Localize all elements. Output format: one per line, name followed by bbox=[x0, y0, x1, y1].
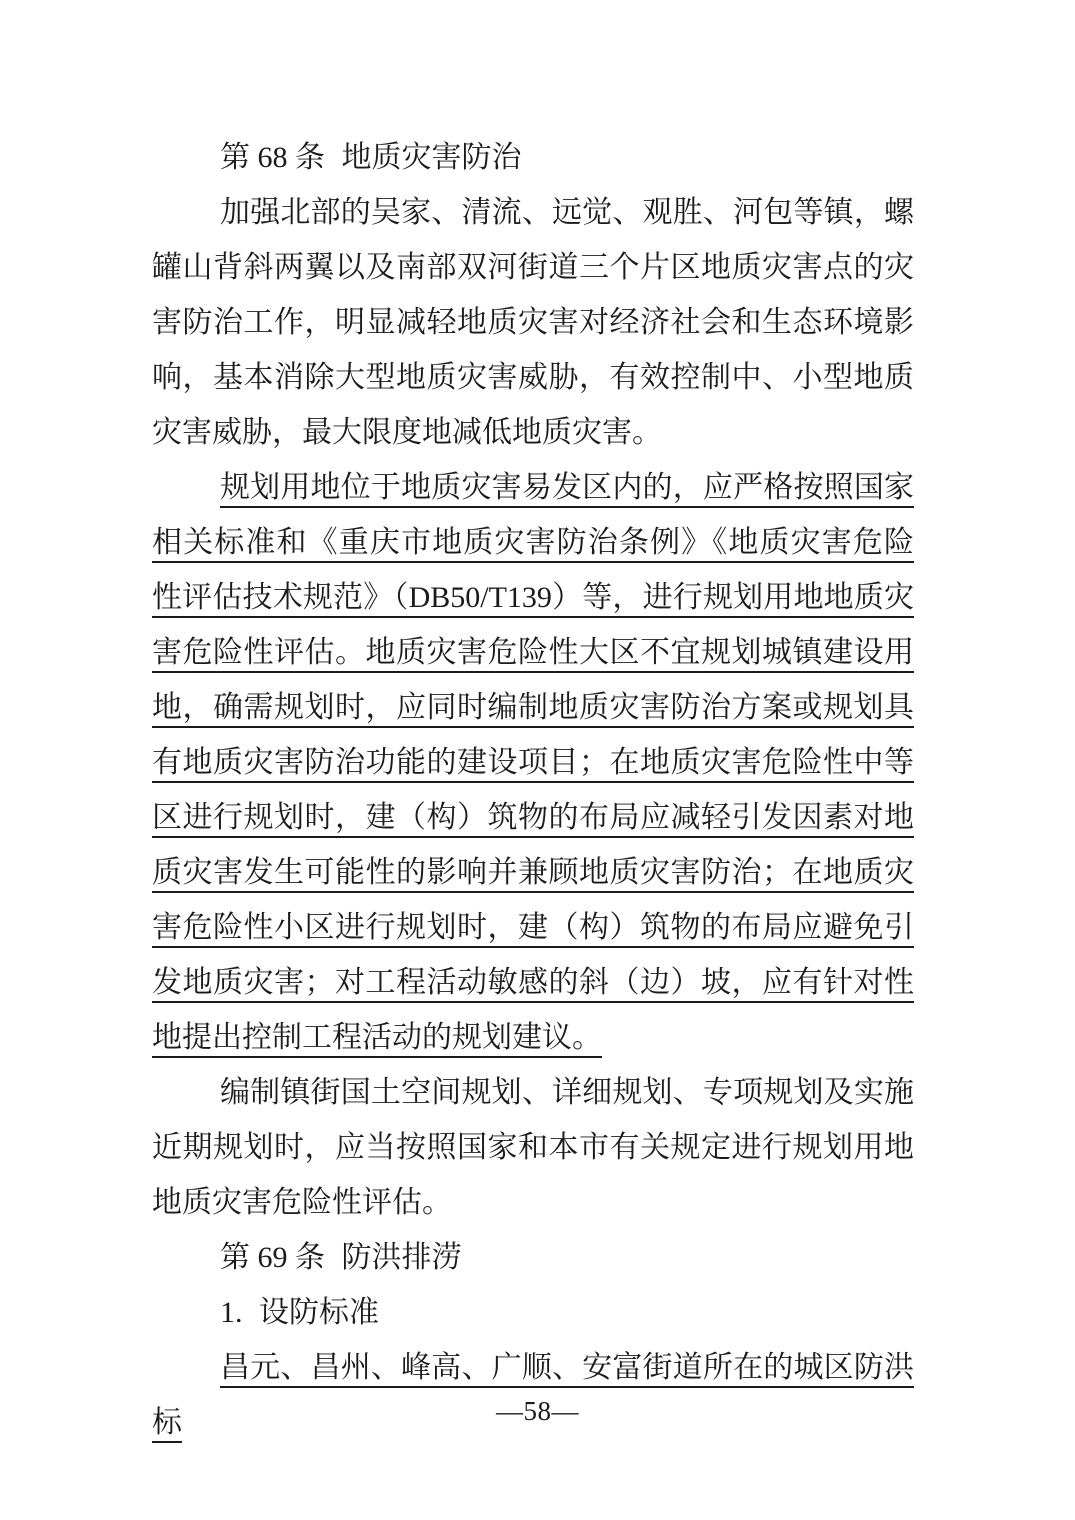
paragraph-geo-disaster-goals: 加强北部的吴家、清流、远觉、观胜、河包等镇，螺罐山背斜两翼以及南部双河街道三个片区地质灾害点的灾害防治工作，明显减轻地质灾害对经济社会和生态环境影响，基本消除大型地质灾害威胁，有效控制中、小型地质灾害威胁，最大限度地减低地质灾害。 bbox=[152, 196, 914, 449]
article-69-title: 防洪排涝 bbox=[341, 1241, 462, 1274]
document-body bbox=[152, 130, 914, 1450]
page-number: —58— bbox=[496, 1396, 579, 1426]
article-69-heading bbox=[152, 1230, 914, 1285]
article-68-heading bbox=[152, 130, 914, 185]
paragraph-town-planning-assessment: 编制镇街国土空间规划、详细规划、专项规划及实施近期规划时，应当按照国家和本市有关规定进行规划用地地质灾害危险性评估。 bbox=[152, 1076, 914, 1219]
list-item-number: 1. bbox=[220, 1296, 243, 1329]
article-68-number: 第 68 条 bbox=[220, 141, 325, 174]
paragraph-flood-standard-underlined: 昌元、昌州、峰高、广顺、安富街道所在的城区防洪标 bbox=[152, 1351, 914, 1439]
article-69-number: 第 69 条 bbox=[220, 1241, 325, 1274]
article-68-title: 地质灾害防治 bbox=[341, 141, 522, 174]
list-item-fortification-standard bbox=[152, 1285, 914, 1340]
list-item-label: 设防标准 bbox=[259, 1296, 379, 1329]
paragraph-planning-requirements-underlined: 规划用地位于地质灾害易发区内的，应严格按照国家相关标准和《重庆市地质灾害防治条例》《地质灾害危险性评估技术规范》（DB50/T139）等，进行规划用地地质灾害危险性评估。地质灾害危险性大区不宜规划城镇建设用地，确需规划时，应同时编制地质灾害防治方案或规划具有地质灾害防治功能的建设项目；在地质灾害危险性中等区进行规划时，建（构）筑物的布局应减轻引发因素对地质灾害发生可能性的影响并兼顾地质灾害防治；在地质灾害危险性小区进行规划时，建（构）筑物的布局应避免引发地质灾害；对工程活动敏感的斜（边）坡，应有针对性地提出控制工程活动的规划建议。 bbox=[152, 471, 914, 1054]
